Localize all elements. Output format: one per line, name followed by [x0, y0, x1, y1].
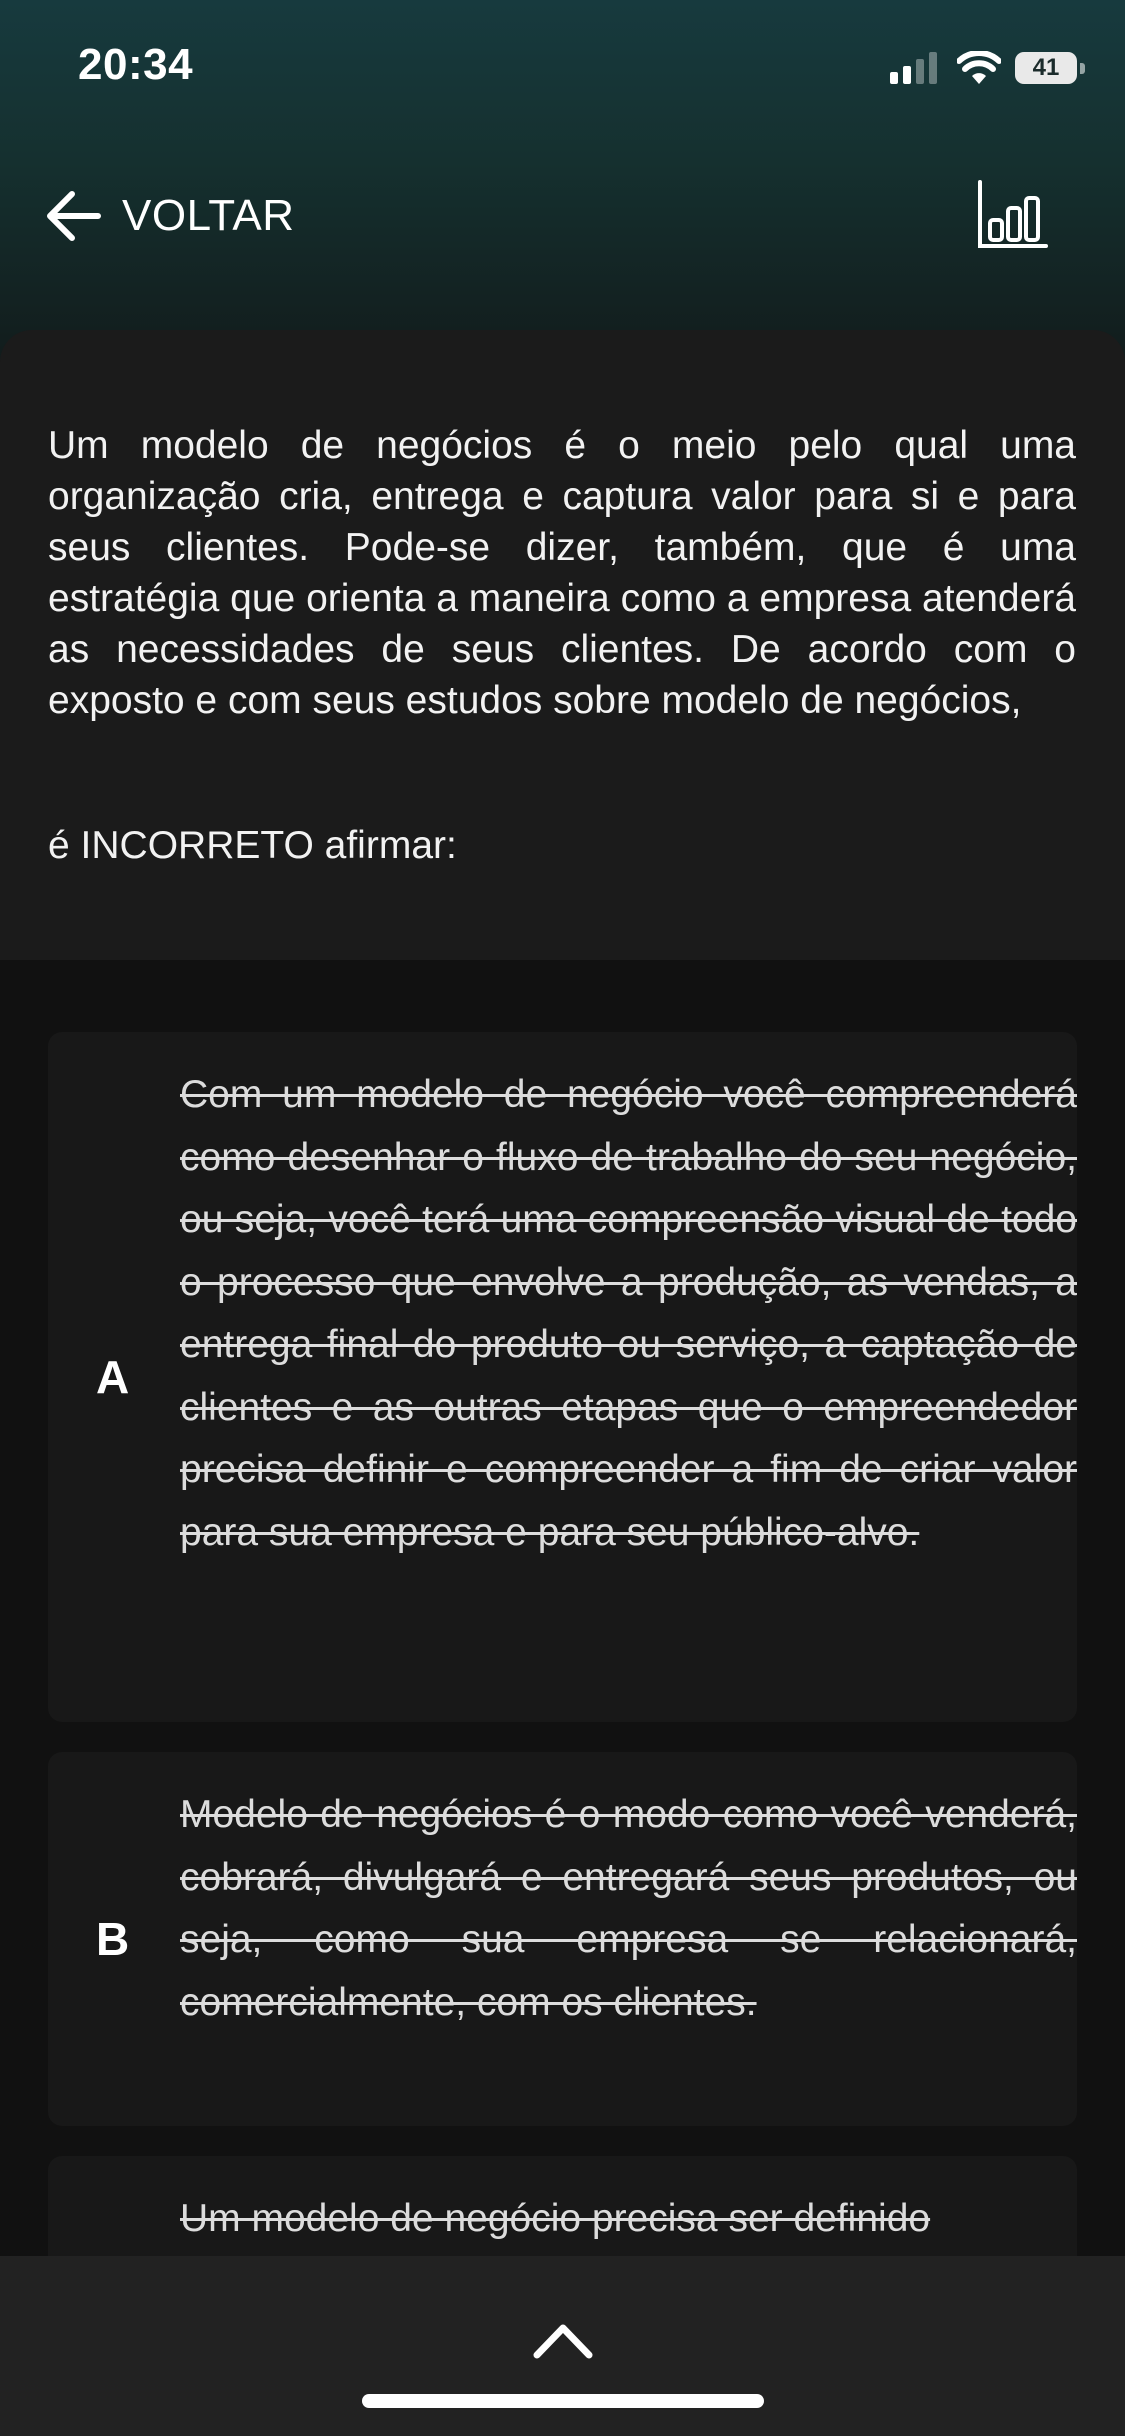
- option-text: Com um modelo de negócio você compreenderá como desenhar o fluxo de trabalho do seu negócio, ou seja, você terá uma compreensão visual de todo o processo que envolve a produção, as vendas, a entrega final do produto ou serviço, a captação de clientes e as outras etapas que o empreendedor precisa definir e compreender a fim de criar valor para sua empresa e para seu público-alvo.: [180, 1073, 1077, 1554]
- question-text: Um modelo de negócios é o meio pelo qual uma organização cria, entrega e captura valor para si e para seus clientes. Pode-se dizer, também, que é uma estratégia que orienta a maneira como a empresa atenderá as necessidades de seus clientes. De acordo com o exposto e com seus estudos sobre modelo de negócios,: [48, 424, 1076, 722]
- chevron-up-icon[interactable]: [532, 2320, 594, 2360]
- status-time: 20:34: [78, 40, 194, 89]
- option-a[interactable]: [48, 1032, 1077, 1722]
- home-indicator: [362, 2394, 764, 2408]
- back-button[interactable]: [44, 180, 295, 252]
- battery-level: 41: [1032, 54, 1060, 81]
- bar-chart-icon[interactable]: [976, 178, 1050, 252]
- option-letter: B: [96, 1913, 130, 1965]
- option-letter: A: [96, 1351, 130, 1403]
- cellular-signal-icon: [890, 52, 937, 84]
- option-b[interactable]: [48, 1752, 1077, 2126]
- option-text: Modelo de negócios é o modo como você venderá, cobrará, divulgará e entregará seus produtos, ou seja, como sua empresa se relacionará, comercialmente, com os clientes.: [180, 1793, 1077, 2024]
- arrow-left-icon: [44, 189, 102, 243]
- question-card: [0, 330, 1125, 960]
- question-prompt: é INCORRETO afirmar:: [48, 824, 457, 867]
- back-label: VOLTAR: [122, 191, 295, 240]
- option-text: Um modelo de negócio precisa ser definido: [180, 2197, 931, 2240]
- wifi-icon: [957, 51, 1001, 85]
- battery-nub: [1080, 63, 1085, 74]
- battery-icon: [1015, 52, 1077, 84]
- status-icons: [890, 48, 1085, 88]
